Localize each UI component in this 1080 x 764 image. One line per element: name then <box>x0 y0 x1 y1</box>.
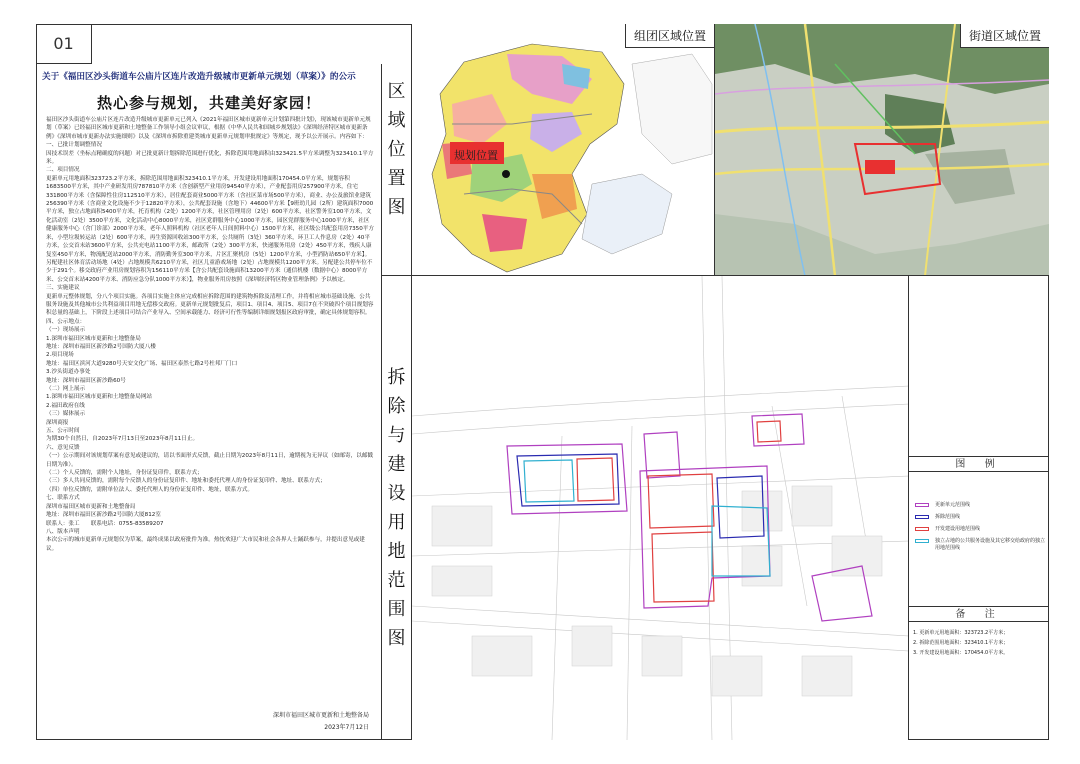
notice-paragraph: 3.沙头街道办事处 <box>46 369 91 376</box>
notice-paragraph: 地址：福田区滨河大道9280号天安文化广场、福田区泰然七路2号杜邦厂门口 <box>46 360 238 367</box>
legend-label: 开发建设用地范围线 <box>935 526 981 532</box>
vertical-label-char: 围 <box>387 599 406 620</box>
notes-list <box>913 628 1047 658</box>
signing-date: 2023年7月12日 <box>324 724 369 731</box>
notice-body <box>46 116 374 553</box>
vertical-label-char: 设 <box>387 483 406 504</box>
street-location-map <box>715 24 1049 276</box>
notice-paragraph: 本次公示的城市更新单元规划仅为草案，最终成果以政府批件为准。热忱欢迎广大市民和社会各界人士踊跃参与，并提出意见或建议。 <box>46 537 365 552</box>
legend-item <box>915 502 1047 509</box>
demolition-map-vertical-label <box>382 276 412 740</box>
notice-paragraph: 福田区沙头街道车公庙片区连片改造升级城市更新单元已列入《2021年福田区城市更新单元计划第四批计划》，现该城市更新单元规划（草案）已经福田区城市更新和土地整备工作领导小组会议审议，根据《中华人民共和国城乡规划法》《深圳经济特区城市更新条例》《深圳市城市更新办法实施细则》以及《深圳市拆除重建类城市更新单元规划审批规定》等规定，现予以公开展示。内容如下： <box>46 117 371 140</box>
notice-paragraph: 三、实施建议 <box>46 285 80 292</box>
demolition-construction-map <box>412 276 909 740</box>
note-line: 1. 更新单元用地面积：323723.2平方米； <box>913 630 1009 636</box>
notice-paragraph: （二）个人反馈的，需附个人地址，身份证复印件，联系方式； <box>46 470 203 477</box>
notice-slogan: 热心参与规划，共建美好家园！ <box>96 94 321 112</box>
vertical-label-char: 位 <box>387 139 406 160</box>
notice-paragraph: 一、已批计划调整情况 <box>46 142 102 149</box>
notice-paragraph: 更新单元用地面积323723.2平方米，拆除范围用地面积323410.1平方米，开发建设用地面积170454.0平方米，规划容积1683500平方米，其中产业研发用房787810平方米（含创新型产业用房94540平方米），产业配套用房257900平方米，住宅331800平方米（含保障性住房112510平方米），居住配套商业5000平方米（含社区菜市场500平方米），商业、办公及旅馆业建筑256390平方米（含商业文化设施不少于12820平方米），公共配套设施（含地下）44600平方米【9班幼儿园（2所）建筑面积7000平方米，独立占地面积5400平方米，托育机构（2处）1200平方米，社区管理用房（2处）600平方米，社区警务室100平方米，文化活动室（2处）3500平方米，文化活动中心8000平方米，社区党群服务中心1000平方米，园区党群服务中心1000平方米，社区健康服务中心（含门诊部）2000平方米，老年人照料机构（社区老年人日间照料中心）1500平方米，社区级公共配套用房7350平方米，小型垃圾转运站（2处）600平方米，再生资源回收站300平方米，公共厕所（3处）360平方米，环卫工人作息房（2处）40平方米，公交首末站3600平方米，公共充电站1100平方米，邮政所（2处）300平方米，快递服务用房（2处）450平方米，残疾人康复室450平方米，物流配送站2000平方米，消防勤务室300平方米，片区汇聚机房（5处）1200平方米，小型消防站650平方米】。另配建社区体育活动场地（4处）占地规模共6210平方米，社区儿童游戏场地（2处）占地规模共1200平方米。另配建公共停车位不少于291个。移交政府产业用房规划容积为156110平方米【含公共配套设施面积13200平方米（通信机楼（数据中心）8000平方米、公交首末站4200平方米、消防应急分队1000平方米）】，物业服务用房按照《深圳经济特区物业管理条例》予以核定。 <box>46 175 374 283</box>
vertical-label-char: 地 <box>387 541 406 562</box>
vertical-label-char: 置 <box>387 168 406 189</box>
notice-paragraph: 二、项目情况 <box>46 167 80 174</box>
legend-item <box>915 514 1047 521</box>
vertical-label-char: 与 <box>387 425 406 446</box>
notice-paragraph: 2.福田政府在线 <box>46 402 85 409</box>
page-number: 01 <box>36 24 92 64</box>
street-project-area <box>865 160 895 174</box>
legend-swatch <box>915 503 929 507</box>
legend-swatch <box>915 527 929 531</box>
notice-paragraph: 1.深圳市福田区城市更新和土地整备局网站 <box>46 394 153 401</box>
land-use-map-graphic <box>412 276 909 740</box>
legend-panel <box>909 276 1049 740</box>
street-map-graphic <box>715 24 1049 276</box>
legend-item <box>915 538 1047 552</box>
notice-paragraph: 六、意见反馈 <box>46 444 80 451</box>
notice-paragraph: 因技术误差（坐标点精确度的问题）对已批更新计划拆除范围进行优化，拆除范围用地面积由323421.5平方米调整为323410.1平方米。 <box>46 150 374 166</box>
notice-paragraph: 五、公示时间 <box>46 428 80 435</box>
vertical-label-char: 图 <box>387 197 406 218</box>
notice-title: 关于《福田区沙头街道车公庙片区连片改造升级城市更新单元规划（草案）》的公示 <box>42 72 356 82</box>
vertical-label-char: 范 <box>387 570 406 591</box>
notice-paragraph: 四、公示地点： <box>46 318 86 325</box>
legend-label: 更新单元范围线 <box>935 502 971 508</box>
notice-paragraph: （三）媒体展示 <box>46 411 86 418</box>
legend-label: 独立占地的公共服务设施及其它移交给政府的独立用地范围线 <box>935 538 1046 551</box>
notice-paragraph: 2.项目现场 <box>46 352 74 359</box>
signature-block <box>273 710 369 734</box>
planning-location-marker <box>502 170 510 178</box>
legend-swatch <box>915 539 929 543</box>
notice-paragraph: （四）单位反馈的，需附单位法人、委托代理人的身份证复印件、地址，联系方式。 <box>46 486 253 493</box>
cluster-map-title: 组团区域位置 <box>625 24 714 48</box>
vertical-label-char: 区 <box>387 81 406 102</box>
notice-paragraph: 更新单元整体规划，分八个项目实施。各项目实施主体应完成相应拆除范围的建筑物拆除及清理工作，并将相应城市基础设施、公共服务设施及其他城市公共利益项目用地无偿移交政府。更新单元规划批复后，项目1、项目4、项目5、项目7在不突破四个项目规划容积总量的基础上，下阶段上述项目可结合产业导入、空间承载能力、经济可行性等编制详细规划报区政府审批，确定具体规划容积。 <box>46 293 374 317</box>
notice-paragraph: 七、联系方式 <box>46 495 80 502</box>
legend-label: 拆除范围线 <box>935 514 961 520</box>
notice-paragraph: （二）网上展示 <box>46 386 86 392</box>
vertical-label-char: 用 <box>387 512 406 533</box>
notice-paragraph: 地址：深圳市福田区新沙路2号国防大厦八楼 <box>46 343 156 350</box>
planning-location-label: 规划位置 <box>454 149 498 162</box>
note-line: 3. 开发建设用地面积：170454.0平方米。 <box>913 650 1009 656</box>
notice-paragraph: 1.深圳市福田区城市更新和土地整备局 <box>46 335 141 342</box>
location-map-vertical-label <box>382 24 412 276</box>
notice-paragraph: 八、版本声明 <box>46 528 80 535</box>
vertical-label-char: 图 <box>387 628 406 649</box>
vertical-label-char: 建 <box>387 454 406 475</box>
notice-paragraph: 地址：深圳市福田区新沙路60号 <box>46 377 126 384</box>
notice-paragraph: 联系人：张工 联系电话：0755-83589207 <box>46 520 164 527</box>
vertical-label-char: 除 <box>387 396 406 417</box>
note-line: 2. 拆除范围用地面积：323410.1平方米； <box>913 640 1009 646</box>
notes-title: 备 注 <box>909 606 1049 622</box>
notice-paragraph: 为期30个自然日，自2023年7月13日至2023年8月11日止。 <box>46 436 199 443</box>
notice-paragraph: （一）现场展示 <box>46 327 86 334</box>
notice-paragraph: 深圳商报 <box>46 419 69 426</box>
legend-swatch <box>915 515 929 519</box>
notice-text-column <box>36 64 382 740</box>
vertical-label-char: 域 <box>387 110 406 131</box>
notice-paragraph: （三）多人共同反馈的，需附每个反馈人的身份证复印件、地址和委托代理人的身份证复印件、地址、联系方式； <box>46 478 326 485</box>
legend-item <box>915 526 1047 533</box>
legend-title: 图 例 <box>909 456 1049 472</box>
notice-paragraph: 地址：深圳市福田区新沙路2号国防大厦812室 <box>46 512 161 519</box>
cluster-location-map <box>412 24 715 276</box>
notice-paragraph: 深圳市福田区城市更新和土地整备局 <box>46 503 136 510</box>
signing-organization: 深圳市福田区城市更新和土地整备局 <box>272 712 369 719</box>
notice-paragraph: （一）公示期间对该规划草案有意见或建议的，请以书面形式反馈，截止日期为2023年8月11日，逾期视为无异议（如邮寄，以邮戳日期为准）。 <box>46 453 373 468</box>
vertical-label-char: 拆 <box>387 367 406 388</box>
street-map-title: 街道区域位置 <box>960 24 1049 48</box>
legend-items <box>915 502 1047 557</box>
